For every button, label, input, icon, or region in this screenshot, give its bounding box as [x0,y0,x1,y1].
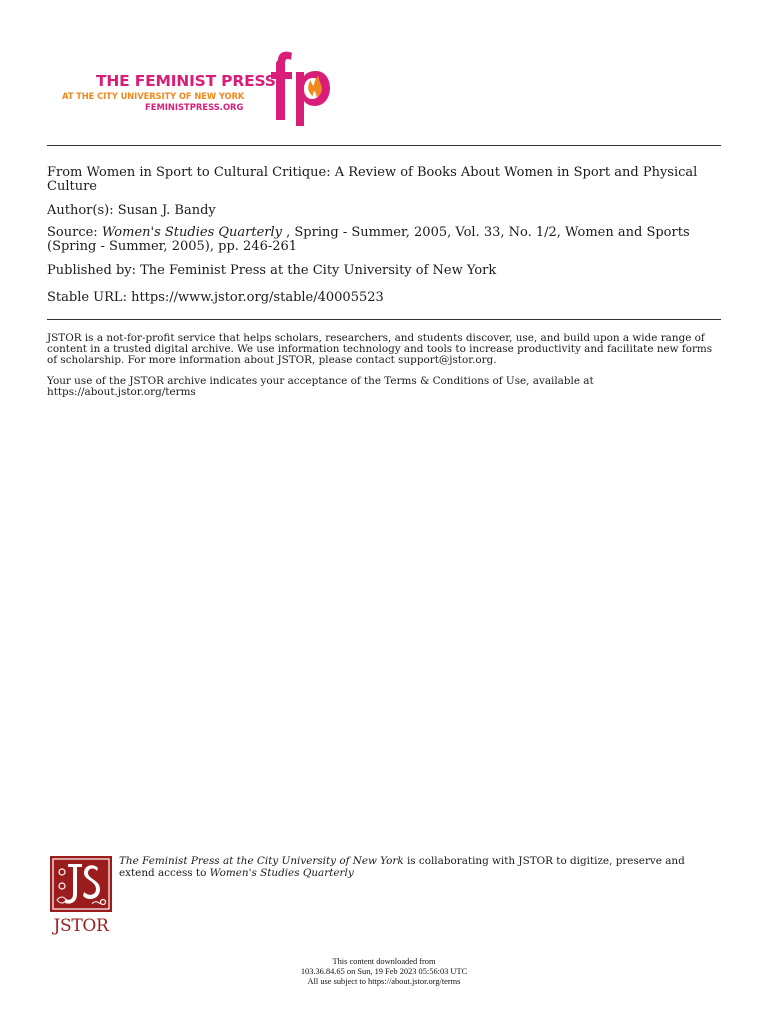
footer-line-3: All use subject to https://about.jstor.org/terms [307,977,461,986]
stable-url-link[interactable]: https://www.jstor.org/stable/40005523 [131,290,384,305]
collab-journal: Women's Studies Quarterly [209,867,354,879]
logo-press-subtitle: AT THE CITY UNIVERSITY OF NEW YORK [62,91,245,101]
jstor-about-notice: JSTOR is a not-for-profit service that helps scholars, researchers, and students discover, use, and build upon a wide range of content in a trusted digital archive. We use information technology and tools to increase productivity and facilitate new forms of scholarship. For more information about JSTOR, please contact support@jstor.org. [47,332,713,366]
article-author [47,204,721,218]
article-stable-url [47,291,721,305]
source-details: , Spring - Summer, 2005, Vol. 33, No. 1/2, Women and Sports (Spring - Summer, 2005), pp. 246-261 [47,225,690,254]
middle-divider [47,319,721,320]
publisher-name: The Feminist Press at the City University of New York [140,263,497,278]
jstor-terms-notice: Your use of the JSTOR archive indicates your acceptance of the Terms & Conditions of Use, available at https://about.jstor.org/terms [47,375,594,398]
publisher-label: Published by: [47,263,141,278]
author-name: Susan J. Bandy [117,203,216,218]
article-title: From Women in Sport to Cultural Critique: A Review of Books About Women in Sport and Physical Culture [47,165,698,194]
footer-line-2: 103.36.84.65 on Sun, 19 Feb 2023 05:56:03 UTC [300,967,468,976]
source-journal: Women's Studies Quarterly [101,225,282,240]
logo-press-url: FEMINISTPRESS.ORG [145,102,244,112]
logo-press-name: THE FEMINIST PRESS [96,72,276,90]
jstor-wordmark: JSTOR [53,916,109,936]
jstor-seal-icon [48,856,114,914]
top-divider [47,145,721,146]
article-source [47,226,721,254]
collaboration-statement [119,855,719,879]
source-label: Source: [47,225,102,240]
article-publisher [47,264,721,278]
footer-line-1: This content downloaded from [332,957,436,966]
collab-text: is collaborating with JSTOR to digitize, preserve and extend access to [119,855,685,879]
feminist-press-logo [50,50,335,132]
jstor-logo [48,856,114,938]
stable-url-label: Stable URL: [47,290,132,305]
author-label: Author(s): [47,203,118,218]
download-footer [200,957,568,987]
fp-monogram-icon [244,50,334,132]
collab-publisher: The Feminist Press at the City University of New York [119,855,404,867]
